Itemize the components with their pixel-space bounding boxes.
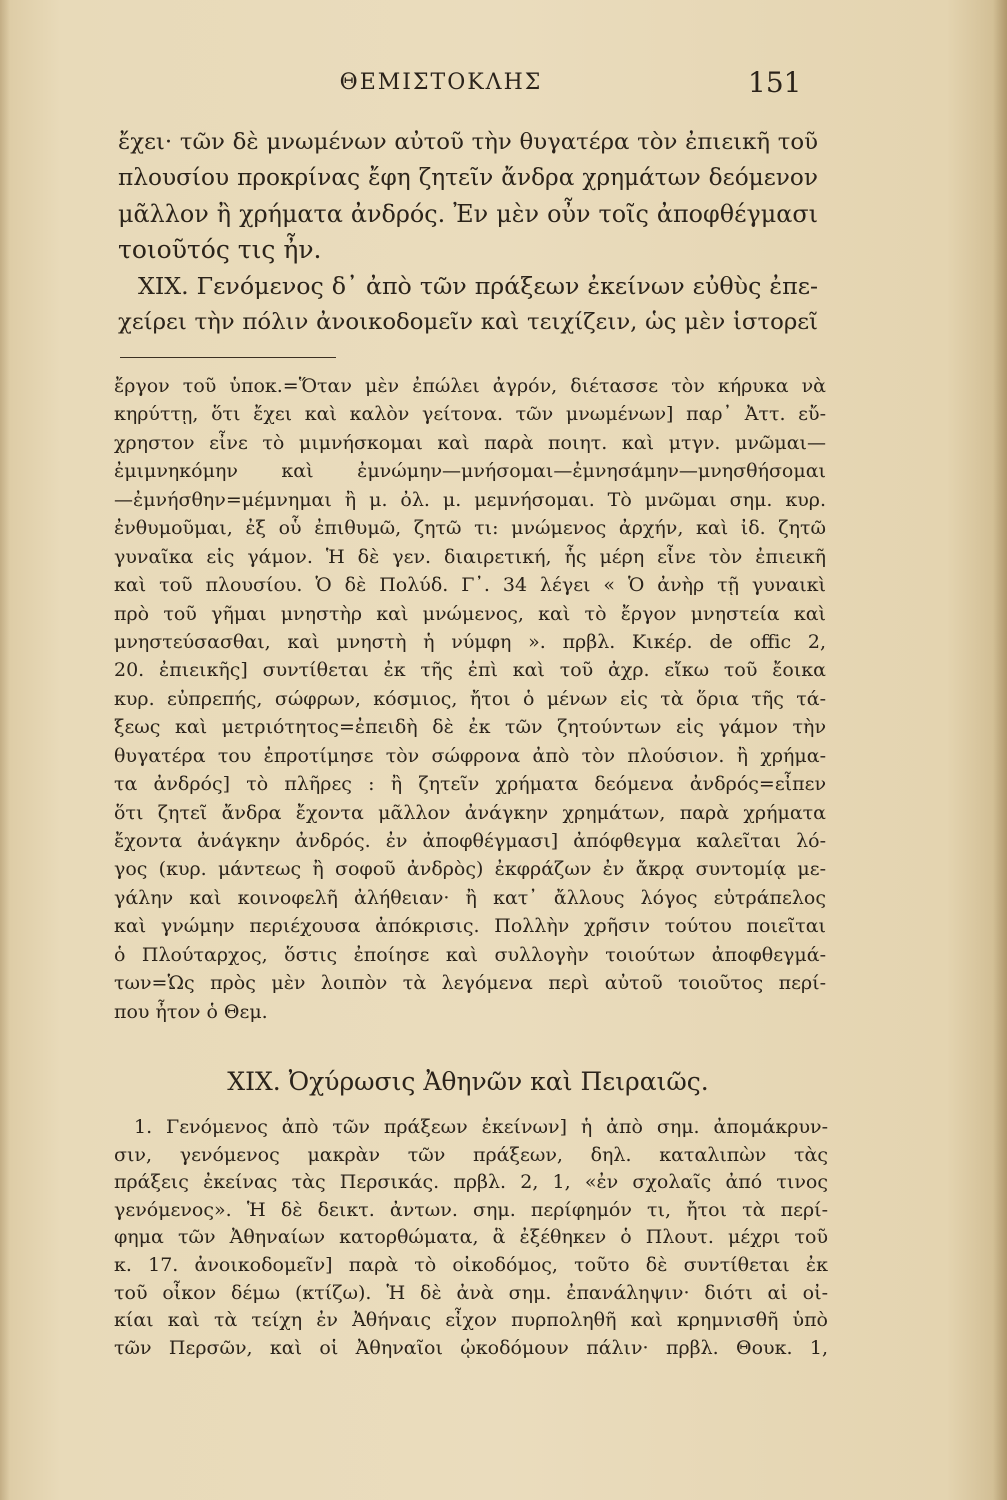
running-title: ΘΕΜΙΣΤΟΚΛΗΣ	[339, 70, 543, 95]
note-line: μνηστεύσασθαι, καὶ μνηστὴ ἡ νύμφη ». πρβλ. Κικέρ. de offic 2,	[114, 630, 826, 653]
note-line: 20. ἐπιεικῆς] συντίθεται ἐκ τῆς ἐπὶ καὶ τοῦ ἀχρ. εἴκω τοῦ ἔοικα	[114, 659, 826, 682]
note-line: ἔχοντα ἀνάγκην ἀνδρός. ἐν ἀποφθέγμασι] ἀπόφθεγμα καλεῖται λό-	[114, 830, 826, 852]
section-heading: XIX. Ὀχύρωσις Ἀθηνῶν καὶ Πειραιῶς.	[227, 1067, 709, 1096]
main-text-line: μᾶλλον ἢ χρήματα ἀνδρός. Ἐν μὲν οὖν τοῖς ἀποφθέγμασι	[118, 200, 818, 228]
main-text-line: ἔχει· τῶν δὲ μνωμένων αὐτοῦ τὴν θυγατέρα τὸν ἐπιεικῆ τοῦ	[118, 129, 818, 155]
footnote-rule	[120, 357, 336, 358]
note-line: ἔργον τοῦ ὑποκ.=Ὅταν μὲν ἐπώλει ἀγρόν, διέτασσε τὸν κήρυκα νὰ	[114, 375, 826, 397]
commentary-line: τοῦ οἶκον δέμω (κτίζω). Ἡ δὲ ἀνὰ σημ. ἐπανάληψιν· διότι αἱ οἰ-	[114, 1281, 828, 1304]
note-line: καὶ τοῦ πλουσίου. Ὁ δὲ Πολύδ. Γ᾽. 34 λέγει « Ὁ ἀνὴρ τῇ γυναικὶ	[114, 574, 826, 597]
note-line: που ἦτον ὁ Θεμ.	[114, 1000, 268, 1023]
note-line: ἐμιμνηκόμην καὶ ἐμνώμην—μνήσομαι—ἐμνησάμην—μνησθήσομαι	[114, 460, 826, 483]
commentary-line: τῶν Περσῶν, καὶ οἱ Ἀθηναῖοι ᾠκοδόμουν πάλιν· πρβλ. Θουκ. 1,	[114, 1336, 828, 1359]
note-line: ὅτι ζητεῖ ἄνδρα ἔχοντα μᾶλλον ἀνάγκην χρημάτων, παρὰ χρήματα	[114, 801, 826, 824]
note-line: καὶ γνώμην περιέχουσα ἀπόκρισις. Πολλὴν χρῆσιν τούτου ποιεῖται	[114, 915, 826, 938]
commentary-block	[114, 1114, 828, 1362]
note-line: πρὸ τοῦ γῆμαι μνηστὴρ καὶ μνώμενος, καὶ τὸ ἔργον μνηστεία καὶ	[114, 602, 826, 625]
note-line: ἐνθυμοῦμαι, ἐξ οὗ ἐπιθυμῶ, ζητῶ τι: μνώμενος ἀρχήν, καὶ ἰδ. ζητῶ	[114, 517, 826, 540]
notes-block	[114, 372, 826, 1026]
note-line: τα ἀνδρός] τὸ πλῆρες : ἢ ζητεῖν χρήματα δεόμενα ἀνδρός=εἶπεν	[114, 773, 826, 796]
note-line: θυγατέρα του ἐπροτίμησε τὸν σώφρονα ἀπὸ τὸν πλούσιον. ἢ χρήμα-	[114, 744, 826, 767]
note-line: γάλην καὶ κοινοφελῆ ἀλήθειαν· ἢ κατ᾽ ἄλλους λόγος εὐτράπελος	[114, 886, 826, 909]
note-line: κηρύττῃ, ὅτι ἔχει καὶ καλὸν γείτονα. τῶν μνωμένων] παρ᾽ Ἀττ. εὔ-	[114, 403, 826, 426]
main-text-line: XIX. Γενόμενος δ᾽ ἀπὸ τῶν πράξεων ἐκείνων εὐθὺς ἐπε-	[138, 272, 818, 300]
commentary-line: πράξεις ἐκείνας τὰς Περσικάς. πρβλ. 2, 1, «ἐν σχολαῖς ἀπό τινος	[114, 1171, 828, 1194]
commentary-line: κίαι καὶ τὰ τείχη ἐν Ἀθήναις εἶχον πυρποληθῆ καὶ κρημνισθῆ ὑπὸ	[114, 1309, 828, 1332]
running-head	[0, 66, 1007, 99]
main-text-line: τοιοῦτός τις ἦν.	[118, 235, 322, 264]
note-line: των=Ὡς πρὸς μὲν λοιπὸν τὰ λεγόμενα περὶ αὐτοῦ τοιοῦτος περί-	[114, 972, 826, 995]
commentary-line: γενόμενος». Ἡ δὲ δεικτ. ἀντων. σημ. περίφημόν τι, ἤτοι τὰ περί-	[114, 1198, 828, 1221]
main-text-line: χείρει τὴν πόλιν ἀνοικοδομεῖν καὶ τειχίζειν, ὡς μὲν ἱστορεῖ	[118, 309, 818, 335]
commentary-line: 1. Γενόμενος ἀπὸ τῶν πράξεων ἐκείνων] ἡ ἀπὸ σημ. ἀπομάκρυν-	[134, 1116, 828, 1138]
commentary-line: φημα τῶν Ἀθηναίων κατορθώματα, ἃ ἐξέθηκεν ὁ Πλουτ. μέχρι τοῦ	[114, 1226, 828, 1249]
note-line: γος (κυρ. μάντεως ἢ σοφοῦ ἀνδρὸς) ἐκφράζων ἐν ἄκρᾳ συντομίᾳ με-	[114, 858, 826, 881]
commentary-line: σιν, γενόμενος μακρὰν τῶν πράξεων, δηλ. καταλιπὼν τὰς	[114, 1143, 828, 1166]
note-line: χρηστον εἶνε τὸ μιμνήσκομαι καὶ παρὰ ποιητ. καὶ μτγν. μνῶμαι—	[114, 431, 826, 454]
main-text-block	[118, 124, 818, 340]
note-line: ξεως καὶ μετριότητος=ἐπειδὴ δὲ ἐκ τῶν ζητούντων εἰς γάμον τὴν	[114, 716, 826, 739]
commentary-line: κ. 17. ἀνοικοδομεῖν] παρὰ τὸ οἰκοδόμος, τοῦτο δὲ συντίθεται ἐκ	[114, 1253, 828, 1276]
page-gutter-shadow	[0, 0, 10, 1500]
note-line: ὁ Πλούταρχος, ὅστις ἐποίησε καὶ συλλογὴν τοιούτων ἀποφθεγμά-	[114, 943, 826, 966]
main-text-line: πλουσίου προκρίνας ἔφη ζητεῖν ἄνδρα χρημάτων δεόμενον	[118, 164, 818, 191]
page-edge-shadow	[993, 0, 1007, 1500]
note-line: γυναῖκα εἰς γάμον. Ἡ δὲ γεν. διαιρετική, ἧς μέρη εἶνε τὸν ἐπιεικῆ	[114, 545, 826, 568]
note-line: κυρ. εὐπρεπής, σώφρων, κόσμιος, ἤτοι ὁ μένων εἰς τὰ ὅρια τῆς τά-	[114, 687, 826, 710]
page-number: 151	[748, 66, 802, 99]
note-line: —ἐμνήσθην=μέμνημαι ἢ μ. ὀλ. μ. μεμνήσομαι. Τὸ μνῶμαι σημ. κυρ.	[114, 488, 826, 511]
